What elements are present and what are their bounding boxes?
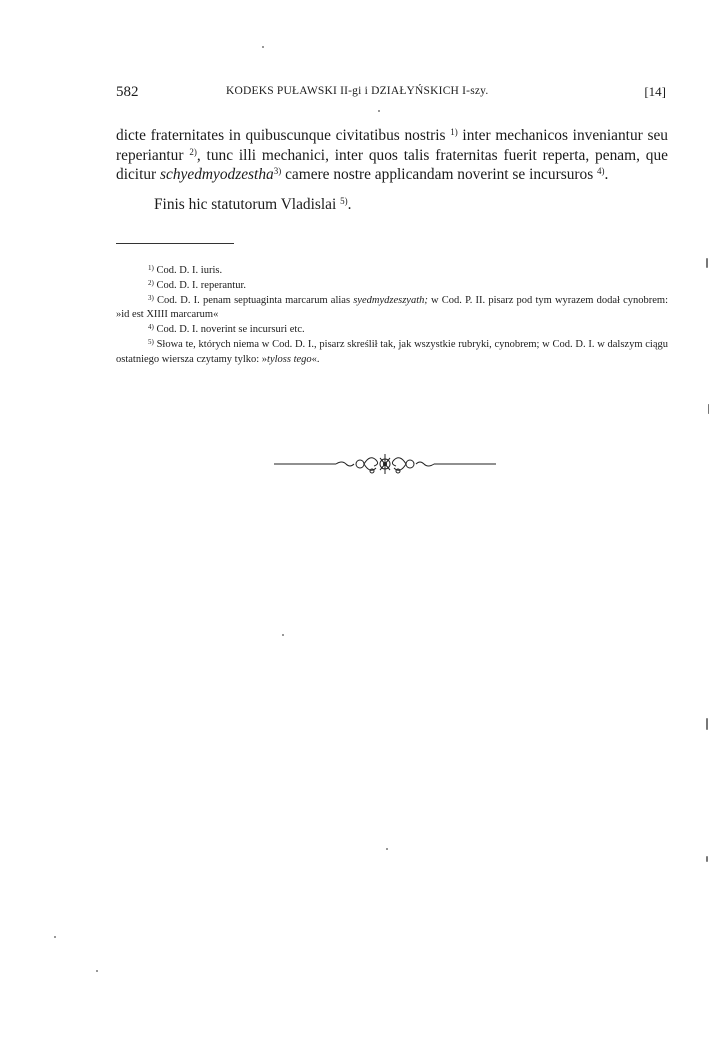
scroll-ornament-icon xyxy=(274,450,496,478)
paper-speck xyxy=(708,404,709,414)
footnote-marker: 1) xyxy=(148,264,154,272)
text-run: inter mechanicos inveniantur seu reperiantur xyxy=(116,127,668,164)
footnote-italic: syedmydzeszyath; xyxy=(353,294,428,306)
running-header xyxy=(116,84,668,104)
footnote-divider xyxy=(116,243,234,244)
footnotes xyxy=(116,264,668,368)
paper-speck xyxy=(262,46,264,48)
footnote-ref-1: 1) xyxy=(450,127,458,137)
footnote-italic: tyloss tego xyxy=(267,353,312,365)
paper-speck xyxy=(386,848,388,850)
header-title: KODEKS PUŁAWSKI II-gi i DZIAŁYŃSKICH I-szy. xyxy=(226,85,489,97)
footnote-marker: 4) xyxy=(148,323,154,332)
paragraph-finis xyxy=(116,195,668,215)
footnote-3 xyxy=(116,294,668,324)
footnote-ref-4: 4) xyxy=(597,166,605,176)
footnote-text: Cod. D. I. iuris. xyxy=(153,265,223,276)
footnote-marker: 5) xyxy=(148,337,154,346)
text-run: Finis hic statutorum Vladislai xyxy=(154,195,341,213)
footnote-marker: 3) xyxy=(148,293,154,302)
footnote-5 xyxy=(116,338,668,368)
paper-speck xyxy=(96,970,98,972)
footnote-text: Słowa te, których niema w Cod. D. I., pisarz skreślił tak, jak wszystkie rubryki, cynobrem; w Cod. D. I. w dalszym ciągu ostatniego wiersza czytamy tylko: » xyxy=(116,338,668,365)
footnote-text: «. xyxy=(311,353,320,365)
paper-speck xyxy=(378,110,380,112)
main-text xyxy=(116,126,668,214)
text-run: . xyxy=(347,195,352,213)
paper-speck xyxy=(282,634,284,636)
footnote-marker: 2) xyxy=(148,278,154,287)
footnote-text: w Cod. P. II. pisarz pod tym wyrazem dodał cynobrem: »id est XIIII marcarum« xyxy=(116,294,668,321)
text-run: . xyxy=(604,166,609,183)
footnote-text: Cod. D. I. penam septuaginta marcarum alias xyxy=(153,294,354,306)
term-italic: schyedmyodzestha xyxy=(160,166,274,183)
footnote-ref-5: 5) xyxy=(340,195,348,206)
footnote-text: Cod. D. I. reperantur. xyxy=(153,279,246,291)
footnote-ref-2: 2) xyxy=(189,146,197,157)
footnote-4 xyxy=(116,323,668,338)
paper-speck xyxy=(706,718,708,730)
text-run: , tunc illi mechanici, inter quos talis fraternitas fuerit reperta, penam, que dicitur xyxy=(116,146,668,183)
footnote-1 xyxy=(116,264,668,279)
text-run: camere nostre applicandam noverint se incursuros xyxy=(281,166,598,183)
section-number: [14] xyxy=(644,84,666,99)
paper-speck xyxy=(706,856,708,862)
paper-speck xyxy=(706,258,708,268)
footnote-2 xyxy=(116,279,668,294)
page-number: 582 xyxy=(116,84,139,100)
text-run: dicte fraternitates in quibuscunque civitatibus nostris xyxy=(116,127,451,144)
footnote-text: Cod. D. I. noverint se incursuri etc. xyxy=(153,324,305,336)
paragraph-statute xyxy=(116,126,668,185)
footnote-ref-3: 3) xyxy=(273,166,282,176)
paper-speck xyxy=(54,936,56,938)
